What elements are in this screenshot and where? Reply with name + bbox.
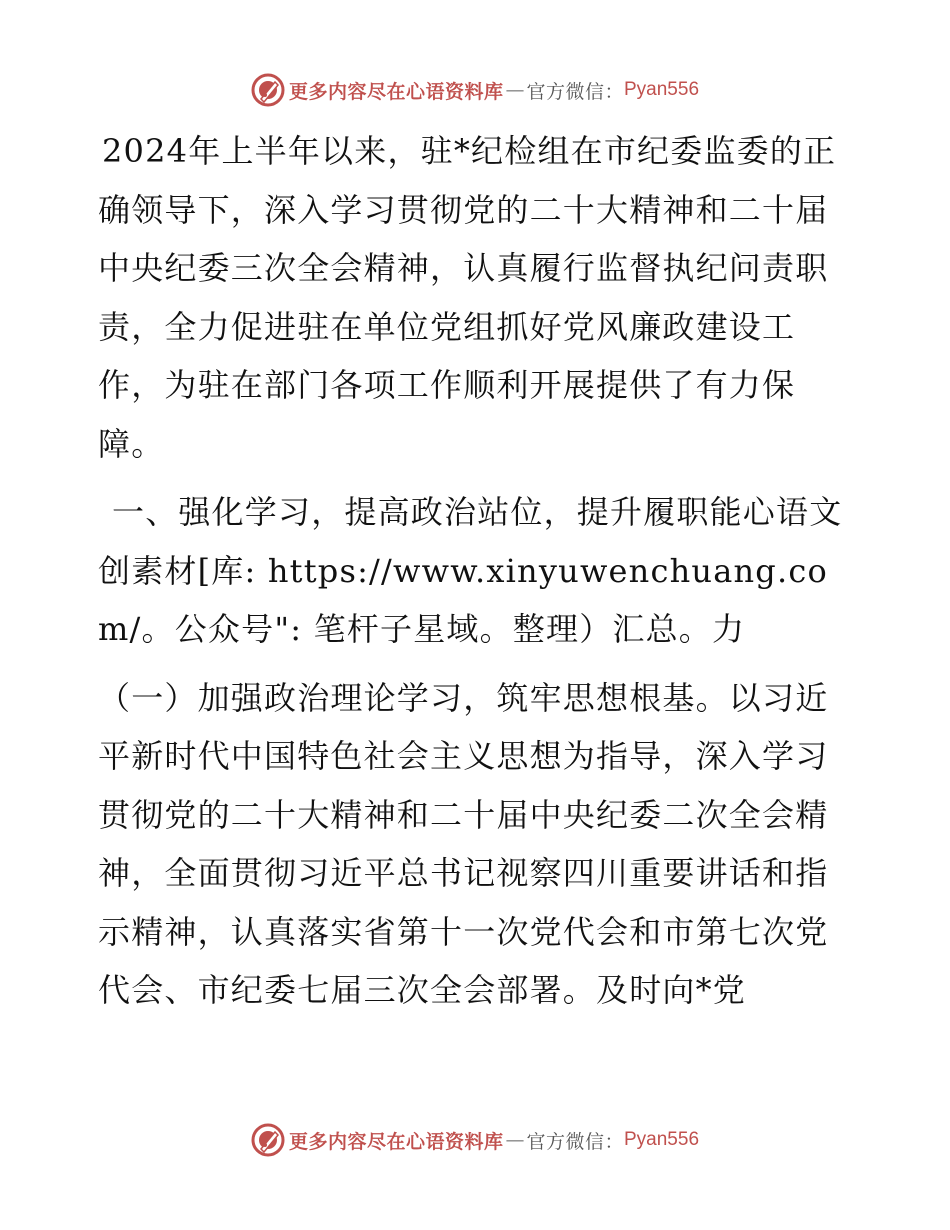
pen-logo-icon bbox=[251, 1123, 285, 1157]
footer-contact-id: Pyan556 bbox=[624, 1129, 700, 1150]
footer-watermark-banner bbox=[0, 1120, 950, 1160]
footer-brand-text: 更多内容尽在心语资料库 bbox=[288, 1130, 504, 1153]
document-body bbox=[98, 122, 858, 1030]
header-contact-label: 官方微信： bbox=[526, 80, 624, 103]
header-dash: — bbox=[505, 79, 525, 101]
header-watermark-banner bbox=[0, 70, 950, 110]
intro-paragraph: 2024年上半年以来，驻*纪检组在市纪委监委的正确领导下，深入学习贯彻党的二十大精神和二十届中央纪委三次全会精神，认真履行监督执纪问责职责，全力促进驻在单位党组抓好党风廉政建设工作，为驻在部门各项工作顺利开展提供了有力保障。 bbox=[98, 132, 837, 463]
section-heading-1: 一、强化学习，提高政治站位，提升履职能心语文创素材[库: https://www.xinyuwenchuang.com/。公众号": 笔杆子星域。整理）汇总。力 bbox=[98, 493, 843, 648]
pen-logo-icon bbox=[251, 73, 285, 107]
footer-contact-label: 官方微信： bbox=[526, 1130, 624, 1153]
footer-dash: — bbox=[505, 1129, 525, 1151]
subsection-paragraph-1: （一）加强政治理论学习，筑牢思想根基。以习近平新时代中国特色社会主义思想为指导，深入学习贯彻党的二十大精神和二十届中央纪委二次全会精神，全面贯彻习近平总书记视察四川重要讲话和指示精神，认真落实省第十一次党代会和市第七次党代会、市纪委七届三次全会部署。及时向*党 bbox=[98, 678, 829, 1009]
header-contact-id: Pyan556 bbox=[624, 79, 700, 100]
header-brand-text: 更多内容尽在心语资料库 bbox=[288, 80, 504, 103]
